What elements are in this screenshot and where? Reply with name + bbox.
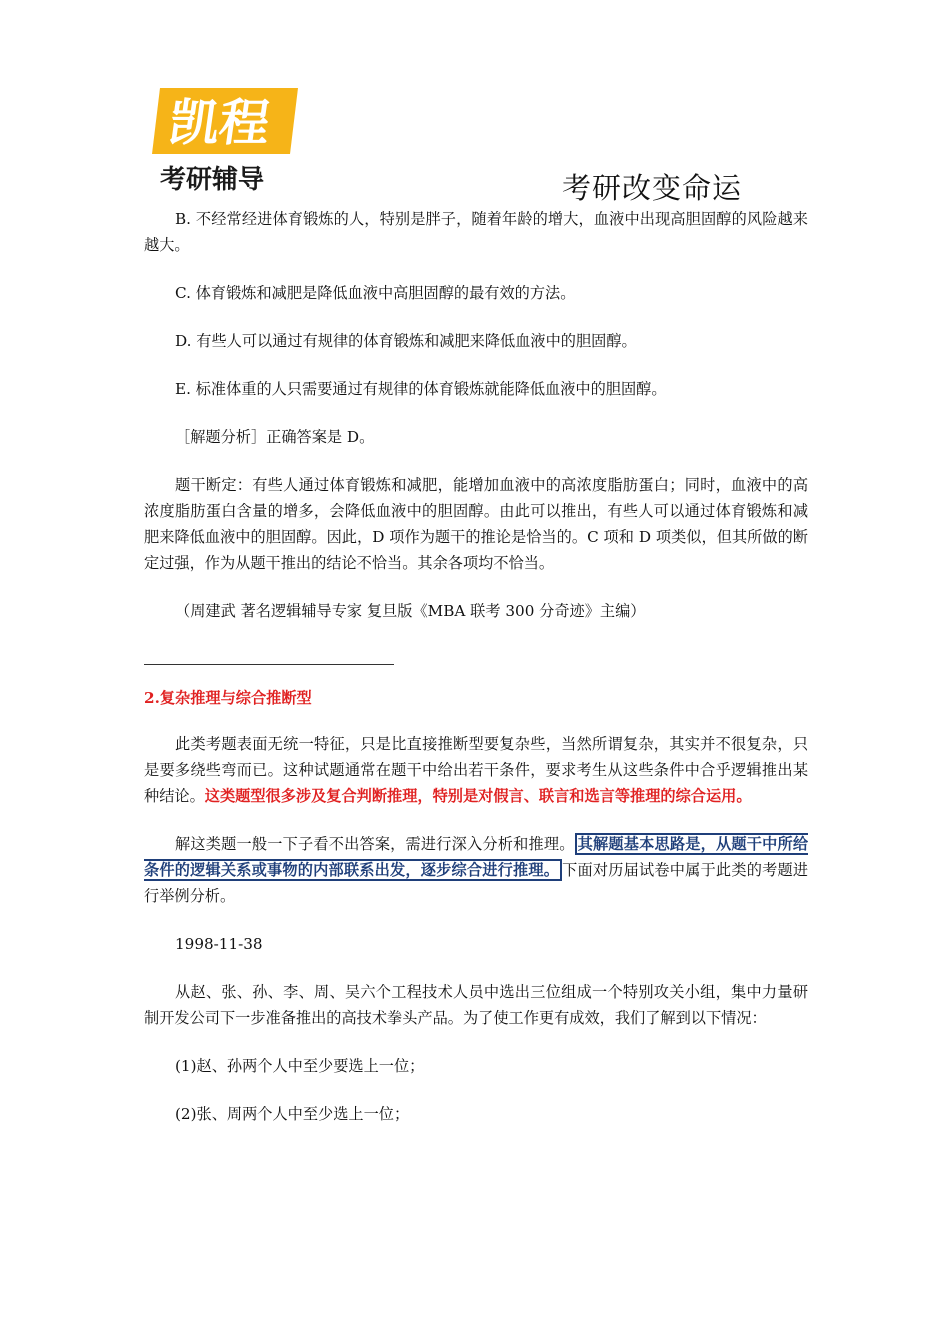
- option-c: C. 体育锻炼和减肥是降低血液中高胆固醇的最有效的方法。: [175, 284, 576, 302]
- header-slogan: 考研改变命运: [562, 171, 743, 205]
- section-intro-paragraph: [144, 731, 808, 809]
- logo-brand-text: 凯程: [165, 93, 274, 152]
- condition-2: (2)张、周两个人中至少选上一位；: [175, 1105, 410, 1123]
- option-b: B. 不经常经进体育锻炼的人，特别是胖子，随着年龄的增大，血液中出现高胆固醇的风险越来越大。: [144, 210, 808, 254]
- approach-boxed-text: 其解题基本思路是，从题干中所给条件的逻辑关系或事物的内部联系出发，逐步综合进行推理。: [144, 835, 809, 879]
- question-stem: 从赵、张、孙、李、周、吴六个工程技术人员中选出三位组成一个特别攻关小组，集中力量研制开发公司下一步准备推出的高技术拳头产品。为了使工作更有成效，我们了解到以下情况：: [144, 983, 808, 1027]
- kaicheng-logo: [150, 84, 300, 196]
- analysis-paragraph: 题干断定：有些人通过体育锻炼和减肥，能增加血液中的高浓度脂肪蛋白；同时，血液中的高浓度脂肪蛋白含量的增多，会降低血液中的胆固醇。由此可以推出，有些人可以通过体育锻炼和减肥来降低血液中的胆固醇。因此，D 项作为题干的推论是恰当的。C 项和 D 项类似，但其所做的断定过强，作为从题干推出的结论不恰当。其余各项均不恰当。: [144, 476, 808, 572]
- document-body: [144, 206, 808, 1127]
- approach-tail-text: 下面对历届试卷中属于此类的考题进行举例分析。: [144, 861, 809, 905]
- author-credit: （周建武 著名逻辑辅导专家 复旦版《MBA 联考 300 分奇迹》主编）: [175, 602, 646, 620]
- option-d: D. 有些人可以通过有规律的体育锻炼和减肥来降低血液中的胆固醇。: [175, 332, 637, 350]
- approach-lead-text: 解这类题一般一下子看不出答案，需进行深入分析和推理。: [175, 835, 575, 853]
- intro-highlight-text: 这类题型很多涉及复合判断推理，特别是对假言、联言和选言等推理的综合运用。: [204, 787, 752, 805]
- logo-subtitle: 考研辅导: [160, 165, 265, 195]
- option-e: E. 标准体重的人只需要通过有规律的体育锻炼就能降低血液中的胆固醇。: [175, 380, 667, 398]
- condition-1: (1)赵、孙两个人中至少要选上一位；: [175, 1057, 425, 1075]
- intro-text: 此类考题表面无统一特征，只是比直接推断型要复杂些，当然所谓复杂，其实并不很复杂，只是要多绕些弯而已。这种试题通常在题干中给出若干条件，要求考生从这些条件中合乎逻辑推出某种结论。: [144, 735, 808, 805]
- logo-graphic: [150, 84, 300, 196]
- section-title: 2.复杂推理与综合推断型: [144, 689, 312, 707]
- approach-paragraph: [144, 831, 808, 909]
- answer-line: ［解题分析］正确答案是 D。: [175, 428, 375, 446]
- question-code: 1998-11-38: [175, 935, 263, 953]
